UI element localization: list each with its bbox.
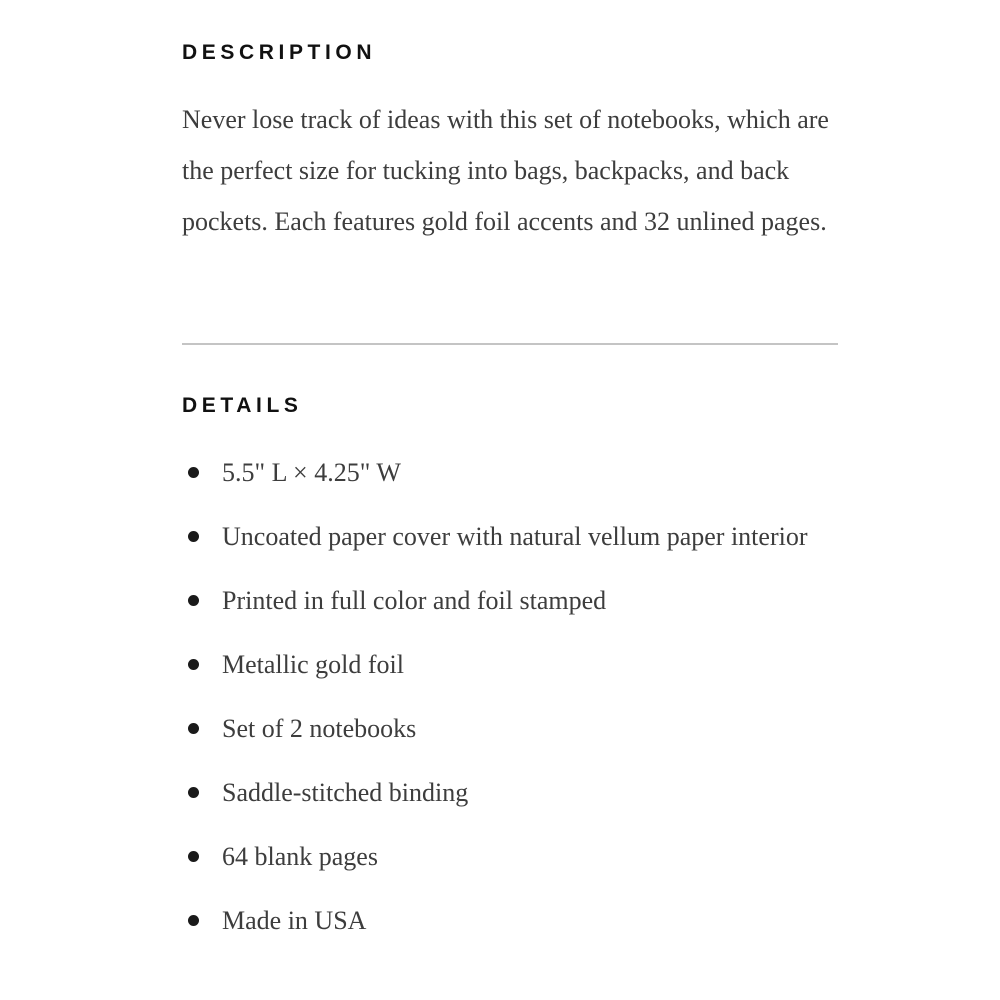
bullet-icon xyxy=(188,595,199,606)
details-item-text: Metallic gold foil xyxy=(222,650,404,679)
details-list-item xyxy=(182,895,838,946)
bullet-icon xyxy=(188,851,199,862)
details-list-item xyxy=(182,831,838,882)
details-item-text: Uncoated paper cover with natural vellum paper interior xyxy=(222,522,808,551)
bullet-icon xyxy=(188,915,199,926)
bullet-icon xyxy=(188,659,199,670)
details-list-item xyxy=(182,767,838,818)
details-item-text: Set of 2 notebooks xyxy=(222,714,417,743)
details-list-item xyxy=(182,639,838,690)
details-item-text: Printed in full color and foil stamped xyxy=(222,586,607,615)
bullet-icon xyxy=(188,531,199,542)
details-list-item xyxy=(182,447,838,498)
details-item-text: Saddle-stitched binding xyxy=(222,778,469,807)
section-divider xyxy=(182,343,838,345)
details-item-text: 64 blank pages xyxy=(222,842,378,871)
description-text: Never lose track of ideas with this set of notebooks, which are the perfect size for tucking into bags, backpacks, and back pockets. Each features gold foil accents and 32 unlined pages. xyxy=(182,105,829,236)
details-list xyxy=(182,447,838,959)
bullet-icon xyxy=(188,787,199,798)
bullet-icon xyxy=(188,723,199,734)
bullet-icon xyxy=(188,467,199,478)
details-item-text: Made in USA xyxy=(222,906,367,935)
details-list-item xyxy=(182,511,838,562)
description-heading: DESCRIPTION xyxy=(182,41,377,64)
details-item-text: 5.5" L × 4.25" W xyxy=(222,458,401,487)
details-list-item xyxy=(182,703,838,754)
details-list-item xyxy=(182,575,838,626)
details-heading: DETAILS xyxy=(182,394,303,417)
